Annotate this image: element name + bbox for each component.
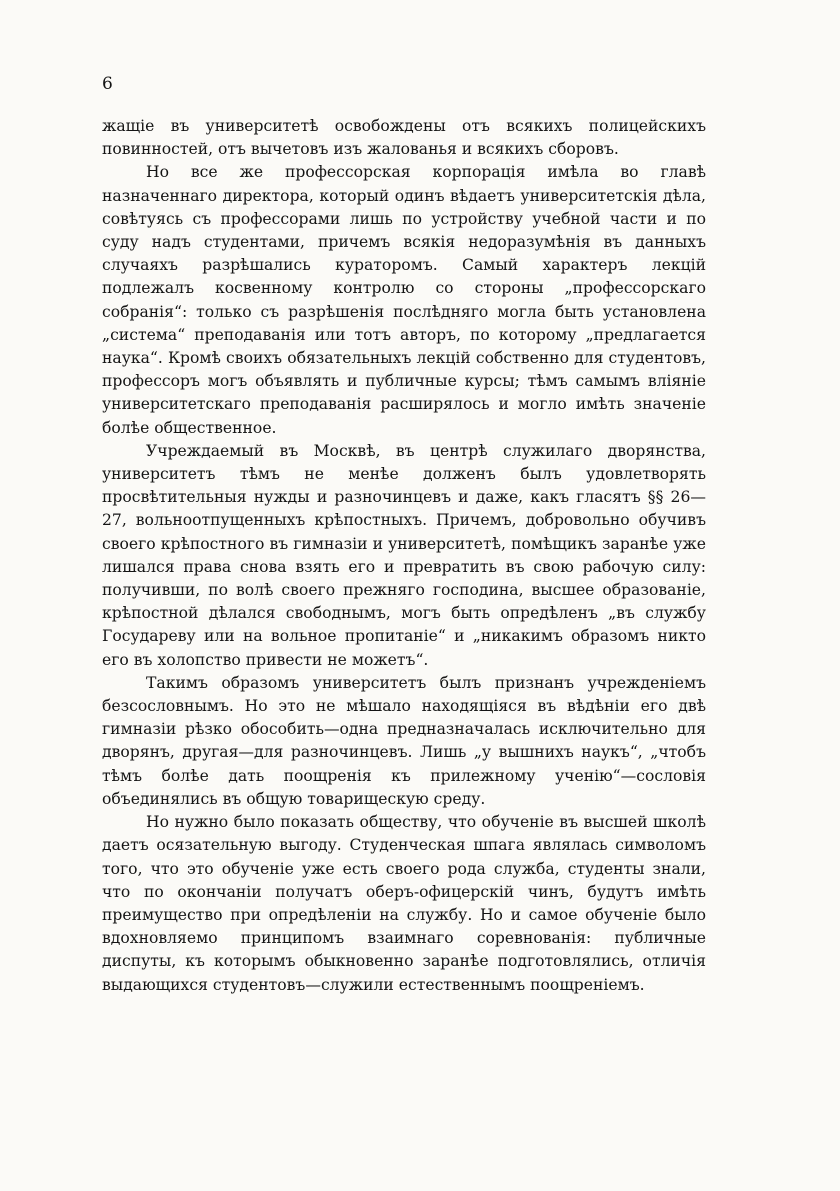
paragraph-2: Но все же профессорская корпорація имѣла во главѣ назначеннаго директора, который одинъ вѣдаетъ университетскія дѣла, совѣтуясь съ профессорами лишь по устройству учебной части и по суду надъ студентами, причемъ всякія недоразумѣнія въ данныхъ случаяхъ разрѣшались кураторомъ. Самый характеръ лекцій подлежалъ косвенному контролю со стороны „профессорскаго собранія“: только съ разрѣшенія послѣдняго могла быть установлена „система“ преподаванія или тотъ авторъ, по которому „предлагается наука“. Кромѣ своихъ обязательныхъ лекцій собственно для студентовъ, профессоръ могъ объявлять и публичные курсы; тѣмъ самымъ вліяніе университетскаго преподаванія расширялось и могло имѣть значеніе болѣе общественное. [102, 163, 706, 437]
paragraph-3: Учреждаемый въ Москвѣ, въ центрѣ служилаго дворянства, университетъ тѣмъ не менѣе долженъ былъ удовлетворять просвѣтительныя нужды и разночинцевъ и даже, какъ гласятъ §§ 26—27, вольноотпущенныхъ крѣпостныхъ. Причемъ, добровольно обучивъ своего крѣпостного въ гимназіи и университетѣ, помѣщикъ заранѣе уже лишался права снова взять его и превратить въ свою рабочую силу: получивши, по волѣ своего прежняго господина, высшее образованіе, крѣпостной дѣлался свободнымъ, могъ быть опредѣленъ „въ службу Государеву или на вольное пропитаніе“ и „никакимъ образомъ никто его въ холопство привести не можетъ“. [102, 441, 706, 669]
paragraph-4: Такимъ образомъ университетъ былъ признанъ учрежденіемъ безсословнымъ. Но это не мѣшало находящіяся въ вѣдѣніи его двѣ гимназіи рѣзко обособить—одна предназначалась исключительно для дворянъ, другая—для разночинцевъ. Лишь „у вышнихъ наукъ“, „чтобъ тѣмъ болѣе дать поощренія къ прилежному ученію“—сословія объединялись въ общую товарищескую среду. [102, 673, 706, 808]
body-text [102, 115, 706, 997]
page-number: 6 [102, 74, 113, 94]
paragraph-1: жащіе въ университетѣ освобождены отъ всякихъ полицейскихъ повинностей, отъ вычетовъ изъ жалованья и всякихъ сборовъ. [102, 117, 706, 159]
paragraph-5: Но нужно было показать обществу, что обученіе въ высшей школѣ даетъ осязательную выгоду. Студенческая шпага являлась символомъ того, что это обученіе уже есть своего рода служба, студенты знали, что по окончаніи получатъ оберъ-офицерскій чинъ, будутъ имѣть преимущество при опредѣленіи на службу. Но и самое обученіе было вдохновляемо принципомъ взаимнаго соревнованія: публичные диспуты, къ которымъ обыкновенно заранѣе подготовлялись, отличія выдающихся студентовъ—служили естественнымъ поощреніемъ. [102, 813, 706, 994]
